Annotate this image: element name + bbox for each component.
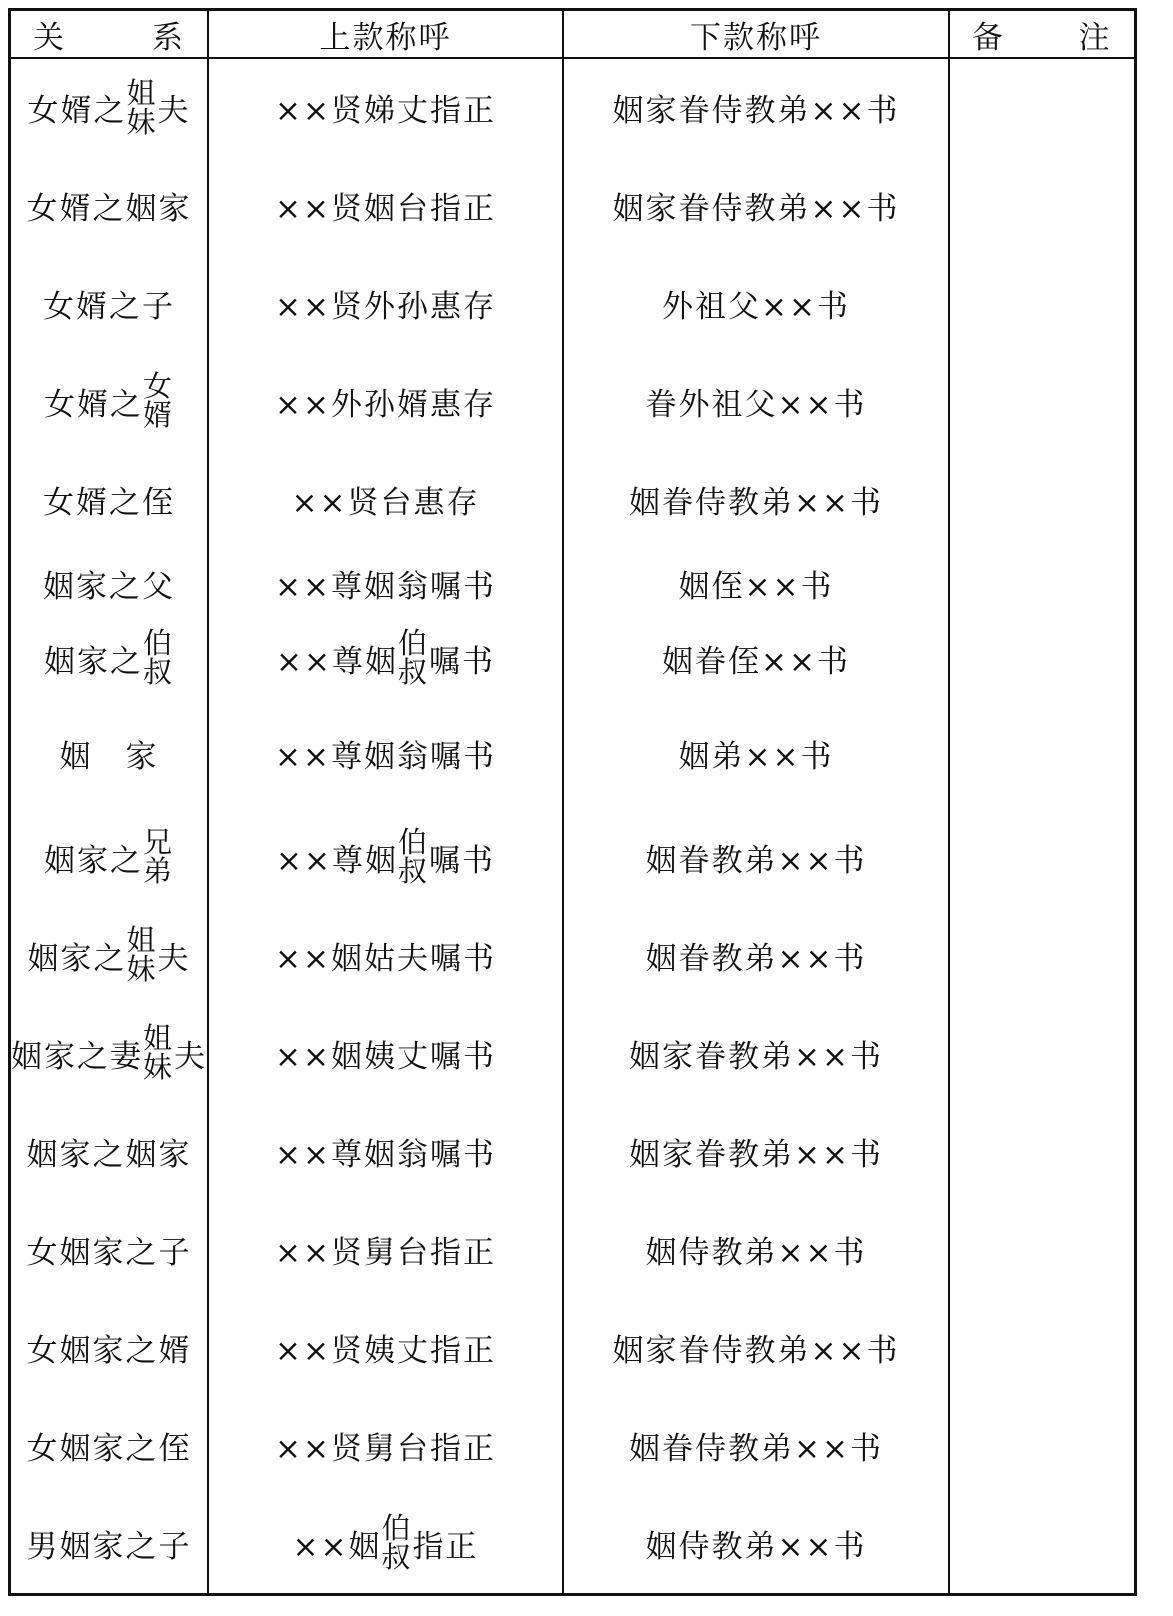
relation-text: 女婿之: [27, 93, 127, 129]
upper-salutation-text: ××尊姻翁嘱书: [275, 568, 496, 605]
header-relation-part: 关: [33, 19, 66, 56]
lower-salutation-cell: [563, 618, 949, 698]
lower-salutation: 姻眷教弟××书: [645, 940, 867, 977]
table-row: [10, 808, 1136, 906]
relation-cell: [10, 698, 209, 808]
stacked-char: 叔: [397, 854, 429, 888]
upper-salutation: [292, 1511, 479, 1575]
upper-salutation-cell: [208, 1298, 563, 1396]
note-cell: [949, 450, 1135, 548]
stacked-char: 兄: [143, 825, 175, 859]
header-note-part: 注: [1078, 19, 1112, 56]
stacked-char: 妹: [126, 104, 158, 139]
relation-cell: [10, 450, 209, 548]
stacked-char: 叔: [397, 655, 429, 689]
table-row: [10, 352, 1136, 450]
stacked-char: 伯: [143, 626, 175, 660]
stacked-char: 女: [143, 369, 175, 403]
relation: [27, 1325, 192, 1370]
relation-text: 女婿之子: [43, 288, 175, 325]
relation: [27, 923, 191, 986]
relation-cell: [10, 618, 209, 698]
relation-cell: [10, 548, 209, 618]
relation-cell: [10, 906, 209, 1004]
lower-salutation: 姻眷侄××书: [662, 643, 850, 680]
note-cell: [949, 254, 1135, 352]
stacked-char: 妹: [126, 952, 158, 986]
relation: [27, 183, 192, 228]
upper-salutation-cell: [208, 1396, 563, 1494]
lower-salutation: 姻家眷教弟××书: [629, 1136, 883, 1173]
stacked-char: 叔: [143, 655, 175, 689]
relation-text: 女姻家之侄: [26, 1430, 192, 1467]
upper-salutation-text: ××贤姻台指正: [275, 190, 496, 227]
upper-salutation-text: ××尊姻翁嘱书: [275, 1136, 496, 1173]
note-cell: [949, 1102, 1135, 1200]
table-row: [10, 1298, 1136, 1396]
correspondence-table: [8, 8, 1137, 1596]
upper-salutation-text: ××外孙婿惠存: [275, 386, 496, 423]
upper-salutation-text: ××贤舅台指正: [275, 1234, 496, 1271]
upper-salutation: [275, 731, 496, 776]
relation-text: 夫: [157, 93, 191, 129]
table-row: [10, 1102, 1136, 1200]
header-relation-part: 系: [152, 19, 186, 56]
relation: [44, 825, 175, 888]
note-cell: [949, 352, 1135, 450]
stacked-char: 姐: [143, 1021, 175, 1055]
relation-stacked: [143, 369, 175, 432]
upper-salutation-cell: [208, 1102, 563, 1200]
relation-text: 女姻家之婿: [26, 1332, 192, 1369]
lower-salutation: 姻家眷侍教弟××书: [612, 1332, 900, 1369]
note-cell: [949, 698, 1135, 808]
upper-salutation: [275, 1325, 496, 1370]
upper-salutation-text: ××贤台惠存: [291, 484, 480, 521]
relation-text: 男姻家之子: [26, 1528, 192, 1565]
upper-salutation-text: ××贤娣丈指正: [275, 93, 496, 129]
table-row: [10, 156, 1136, 254]
lower-salutation: 姻眷教弟××书: [645, 842, 867, 879]
lower-salutation-cell: [563, 1200, 949, 1298]
upper-salutation-text: ××姻姨丈嘱书: [275, 1038, 496, 1075]
stacked-char: 婿: [143, 398, 175, 432]
table-row: [10, 450, 1136, 548]
header-relation: [10, 10, 209, 59]
lower-salutation: 姻家眷教弟××书: [629, 1038, 883, 1075]
relation-text: 姻家之姻家: [26, 1136, 192, 1173]
relation-text: 夫: [157, 940, 191, 977]
upper-salutation-cell: [208, 906, 563, 1004]
stacked-char: 姐: [126, 923, 158, 957]
table-row: [10, 618, 1136, 698]
relation-cell: [10, 1102, 209, 1200]
upper-salutation-cell: [208, 156, 563, 254]
upper-salutation: [276, 825, 495, 888]
note-cell: [949, 1396, 1135, 1494]
lower-salutation: 姻眷侍教弟××书: [629, 1430, 883, 1467]
upper-salutation-text: ××尊姻: [276, 842, 398, 879]
lower-salutation: 姻眷侍教弟××书: [629, 484, 883, 521]
header-note-part: 备: [972, 19, 1006, 56]
note-cell: [949, 808, 1135, 906]
upper-salutation-text: ××贤姨丈指正: [275, 1332, 496, 1369]
upper-salutation: [275, 281, 496, 326]
upper-salutation-cell: [208, 1494, 563, 1594]
note-cell: [949, 58, 1135, 156]
relation-text: 姻 家: [59, 738, 159, 775]
relation-text: 姻家之: [44, 643, 143, 680]
lower-salutation: 姻弟××书: [678, 738, 834, 775]
table-body: [10, 58, 1136, 1594]
lower-salutation-cell: [563, 1004, 949, 1102]
upper-salutation-text: ××尊姻翁嘱书: [275, 738, 496, 775]
table-row: [10, 1494, 1136, 1594]
upper-salutation-stacked: [397, 626, 429, 689]
header-row: [10, 10, 1136, 59]
lower-salutation-cell: [563, 1494, 949, 1594]
upper-salutation: [275, 379, 496, 424]
upper-salutation-text: ××贤外孙惠存: [275, 288, 496, 325]
upper-salutation-cell: [208, 254, 563, 352]
upper-salutation-text: 嘱书: [429, 842, 495, 879]
table-row: [10, 1004, 1136, 1102]
upper-salutation-text: ××姻: [292, 1528, 382, 1565]
lower-salutation: 姻侍教弟××书: [645, 1528, 867, 1565]
relation-stacked: [143, 825, 175, 888]
lower-salutation-cell: [563, 1102, 949, 1200]
lower-salutation: 姻侍教弟××书: [645, 1234, 867, 1271]
stacked-char: 妹: [143, 1050, 175, 1084]
relation-cell: [10, 1298, 209, 1396]
relation-cell: [10, 1004, 209, 1102]
table-row: [10, 698, 1136, 808]
table-row: [10, 1396, 1136, 1494]
relation-text: 夫: [174, 1038, 208, 1075]
note-cell: [949, 618, 1135, 698]
note-cell: [949, 1494, 1135, 1594]
upper-salutation: [275, 1227, 496, 1272]
table-row: [10, 1200, 1136, 1298]
relation-text: 女婿之姻家: [26, 190, 192, 227]
lower-salutation: 姻家眷侍教弟××书: [612, 93, 900, 129]
table-row: [10, 906, 1136, 1004]
table-row: [10, 58, 1136, 156]
upper-salutation-text: 指正: [412, 1528, 479, 1565]
relation-text: 女婿之侄: [43, 484, 175, 521]
upper-salutation: [275, 1031, 496, 1076]
correspondence-table-page: [8, 8, 1137, 1596]
relation: [27, 1423, 192, 1468]
note-cell: [949, 548, 1135, 618]
upper-salutation-text: ××姻姑夫嘱书: [275, 940, 496, 977]
upper-salutation-text: 嘱书: [429, 643, 495, 680]
relation-stacked: [143, 1021, 175, 1084]
header-upper: 上款称呼: [208, 10, 563, 59]
table-row: [10, 254, 1136, 352]
upper-salutation: [276, 626, 495, 689]
relation-text: 姻家之: [44, 842, 143, 879]
lower-salutation-cell: [563, 1298, 949, 1396]
relation-cell: [10, 254, 209, 352]
relation: [27, 75, 191, 139]
note-cell: [949, 156, 1135, 254]
relation: [27, 1129, 192, 1174]
upper-salutation: [275, 85, 496, 130]
upper-salutation: [275, 561, 496, 606]
upper-salutation: [275, 1129, 496, 1174]
relation-cell: [10, 352, 209, 450]
lower-salutation-cell: [563, 156, 949, 254]
lower-salutation-cell: [563, 352, 949, 450]
lower-salutation: 眷外祖父××书: [645, 386, 867, 423]
note-cell: [949, 1004, 1135, 1102]
header-lower: 下款称呼: [563, 10, 949, 59]
note-cell: [949, 906, 1135, 1004]
relation-cell: [10, 156, 209, 254]
upper-salutation: [275, 933, 496, 978]
upper-salutation: [275, 183, 496, 228]
note-cell: [949, 1298, 1135, 1396]
relation-text: 姻家之妻: [11, 1038, 143, 1075]
relation-stacked: [143, 626, 175, 689]
relation-cell: [10, 808, 209, 906]
upper-salutation: [292, 477, 480, 522]
relation: [44, 369, 175, 432]
lower-salutation-cell: [563, 698, 949, 808]
upper-salutation-cell: [208, 450, 563, 548]
table-row: [10, 548, 1136, 618]
note-cell: [949, 1200, 1135, 1298]
stacked-char: 伯: [381, 1511, 413, 1546]
lower-salutation-cell: [563, 548, 949, 618]
lower-salutation-cell: [563, 1396, 949, 1494]
relation: [27, 1521, 192, 1566]
upper-salutation-cell: [208, 698, 563, 808]
relation: [44, 626, 175, 689]
relation-cell: [10, 58, 209, 156]
upper-salutation-stacked: [397, 825, 429, 888]
relation-text: 姻家之父: [43, 568, 175, 605]
relation-text: 女婿之: [44, 386, 143, 423]
relation-text: 姻家之: [27, 940, 127, 977]
lower-salutation: 姻家眷侍教弟××书: [612, 190, 900, 227]
relation: [11, 1021, 208, 1084]
upper-salutation-cell: [208, 808, 563, 906]
stacked-char: 姐: [126, 75, 158, 110]
lower-salutation-cell: [563, 450, 949, 548]
upper-salutation-cell: [208, 1004, 563, 1102]
relation: [43, 281, 175, 326]
relation: [27, 1227, 192, 1272]
header-note: [949, 10, 1135, 59]
upper-salutation: [275, 1423, 496, 1468]
stacked-char: 伯: [397, 626, 429, 660]
lower-salutation-cell: [563, 808, 949, 906]
stacked-char: 伯: [397, 825, 429, 859]
lower-salutation-cell: [563, 906, 949, 1004]
relation-text: 女姻家之子: [26, 1234, 192, 1271]
upper-salutation-cell: [208, 548, 563, 618]
upper-salutation-cell: [208, 352, 563, 450]
stacked-char: 弟: [143, 854, 175, 888]
lower-salutation-cell: [563, 58, 949, 156]
relation: [43, 561, 175, 606]
stacked-char: 叔: [381, 1540, 413, 1575]
relation: [60, 731, 159, 776]
relation-cell: [10, 1494, 209, 1594]
upper-salutation-cell: [208, 1200, 563, 1298]
relation: [43, 477, 175, 522]
relation-cell: [10, 1200, 209, 1298]
upper-salutation-text: ××贤舅台指正: [275, 1430, 496, 1467]
lower-salutation-cell: [563, 254, 949, 352]
upper-salutation-cell: [208, 618, 563, 698]
upper-salutation-cell: [208, 58, 563, 156]
upper-salutation-stacked: [381, 1511, 413, 1575]
relation-stacked: [126, 923, 158, 986]
relation-stacked: [126, 75, 158, 139]
lower-salutation: 外祖父××书: [662, 288, 850, 325]
upper-salutation-text: ××尊姻: [276, 643, 398, 680]
relation-cell: [10, 1396, 209, 1494]
lower-salutation: 姻侄××书: [678, 568, 834, 605]
